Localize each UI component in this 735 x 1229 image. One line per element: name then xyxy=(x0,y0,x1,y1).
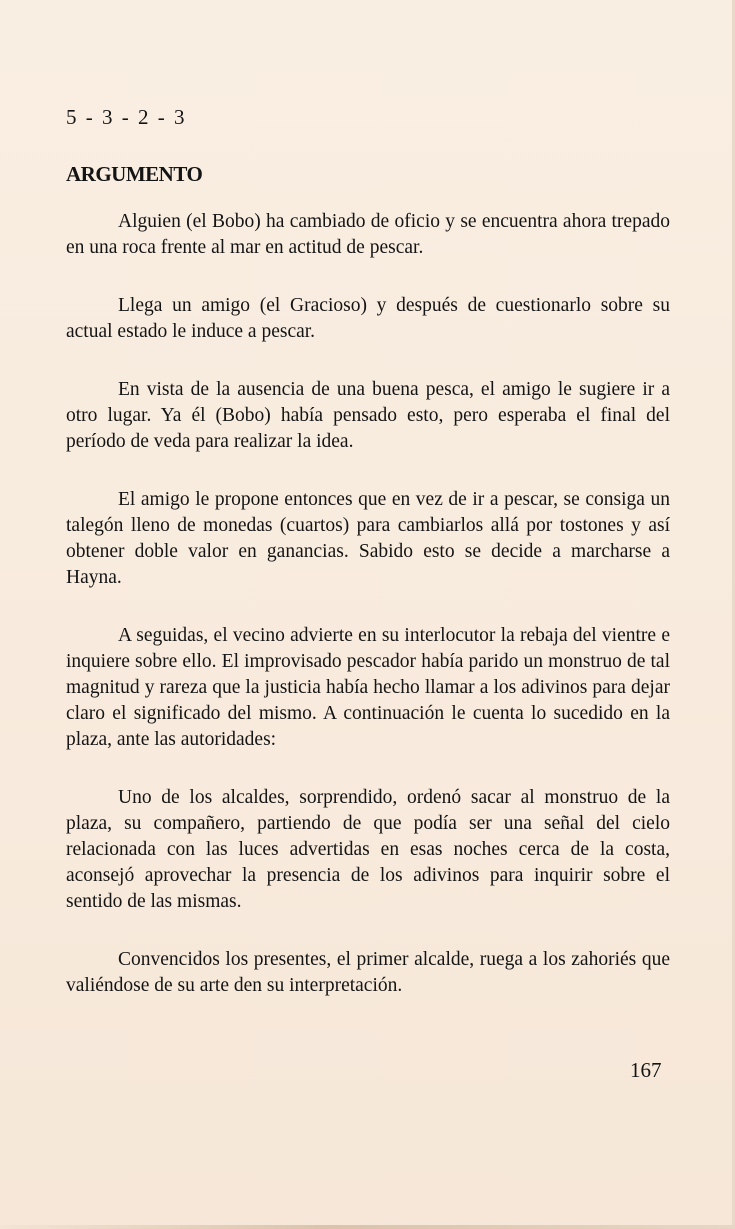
paragraph-6: Uno de los alcaldes, sorprendido, ordenó sacar al monstruo de la plaza, su compañero, partiendo de que podía ser una señal del cielo relacionada con las luces advertidas en esas noches cerca de la costa, aconsejó aprovechar la presencia de los adivinos para inquirir sobre el sentido de las mismas. xyxy=(66,787,670,912)
paragraph-7: Convencidos los presentes, el primer alcalde, ruega a los zahoriés que valiéndose de su arte den su interpretación. xyxy=(66,949,670,996)
section-number: 5 - 3 - 2 - 3 xyxy=(66,105,187,129)
body-text xyxy=(66,209,670,1031)
paragraph-5: A seguidas, el vecino advierte en su interlocutor la rebaja del vientre e inquiere sobre ello. El improvisado pescador había parido un monstruo de tal magnitud y rareza que la justicia había hecho llamar a los adivinos para dejar claro el significado del mismo. A continuación le cuenta lo sucedido en la plaza, ante las autoridades: xyxy=(66,625,670,750)
page-number: 167 xyxy=(630,1058,662,1082)
paragraph-4: El amigo le propone entonces que en vez de ir a pescar, se consiga un talegón lleno de monedas (cuartos) para cambiarlos allá por tostones y así obtener doble valor en ganancias. Sabido esto se decide a marcharse a Hayna. xyxy=(66,489,670,588)
paragraph-1: Alguien (el Bobo) ha cambiado de oficio y se encuentra ahora trepado en una roca frente al mar en actitud de pescar. xyxy=(66,211,670,258)
paragraph-3: En vista de la ausencia de una buena pesca, el amigo le sugiere ir a otro lugar. Ya él (Bobo) había pensado esto, pero esperaba el final del período de veda para realizar la idea. xyxy=(66,379,670,452)
page-heading: ARGUMENTO xyxy=(66,162,203,186)
page-edge-bottom xyxy=(0,1225,735,1229)
paragraph-2: Llega un amigo (el Gracioso) y después de cuestionarlo sobre su actual estado le induce a pescar. xyxy=(66,295,670,342)
